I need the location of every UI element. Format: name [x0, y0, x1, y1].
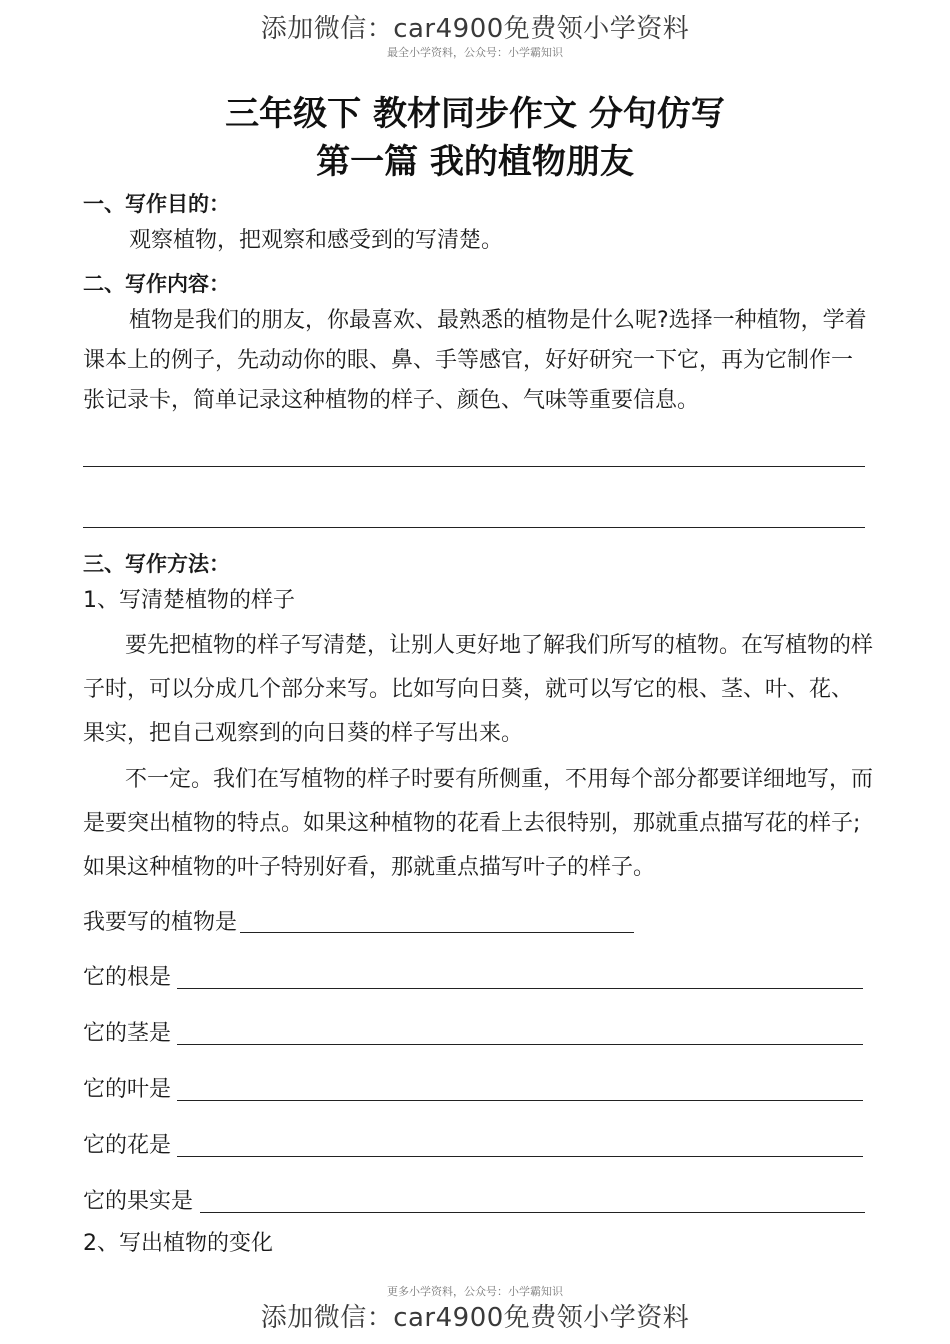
plant-label: 我要写的植物是: [83, 910, 238, 935]
method-1-paragraph-1: 要先把植物的样子写清楚，让别人更好地了解我们所写的植物。在写植物的样子时，可以分成几个部分来写。比如写向日葵，就可以写它的根、茎、叶、花、果实，把自己观察到的向日葵的样子写出来。: [83, 633, 874, 746]
fruit-blank[interactable]: [200, 1212, 865, 1213]
method-1-title: 1、写清楚植物的样子: [83, 588, 295, 613]
stem-blank[interactable]: [177, 1044, 863, 1045]
plant-blank[interactable]: [240, 932, 634, 933]
page-subtitle: 第一篇 我的植物朋友: [316, 142, 634, 182]
writing-line-2[interactable]: [83, 527, 865, 528]
footer-subtitle: 更多小学资料，公众号：小学霸知识: [387, 1285, 563, 1298]
fruit-label: 它的果实是: [83, 1189, 194, 1214]
header-subtitle: 最全小学资料，公众号：小学霸知识: [387, 46, 563, 59]
watermark-top: 添加微信：car4900免费领小学资料: [260, 14, 690, 44]
method-2-title: 2、写出植物的变化: [83, 1231, 273, 1256]
writing-line-1[interactable]: [83, 466, 865, 467]
page-title: 三年级下 教材同步作文 分句仿写: [225, 94, 725, 134]
method-1-paragraph-2: 不一定。我们在写植物的样子时要有所侧重，不用每个部分都要详细地写，而是要突出植物的特点。如果这种植物的花看上去很特别，那就重点描写花的样子;如果这种植物的叶子特别好看，那就重点描写叶子的样子。: [83, 767, 874, 880]
section-3-heading: 三、写作方法：: [83, 552, 230, 576]
section-1-heading: 一、写作目的：: [83, 192, 230, 216]
leaf-label: 它的叶是: [83, 1077, 172, 1102]
watermark-bottom: 添加微信：car4900免费领小学资料: [260, 1303, 690, 1333]
section-2-heading: 二、写作内容：: [83, 272, 230, 296]
root-label: 它的根是: [83, 965, 172, 990]
section-1-text: 观察植物，把观察和感受到的写清楚。: [129, 228, 504, 253]
flower-label: 它的花是: [83, 1133, 172, 1158]
leaf-blank[interactable]: [177, 1100, 863, 1101]
root-blank[interactable]: [177, 988, 863, 989]
section-2-text: 植物是我们的朋友，你最喜欢、最熟悉的植物是什么呢?选择一种植物，学着课本上的例子，先动动你的眼、鼻、手等感官，好好研究一下它，再为它制作一张记录卡，简单记录这种植物的样子、颜色、气味等重要信息。: [83, 308, 867, 413]
flower-blank[interactable]: [177, 1156, 863, 1157]
stem-label: 它的茎是: [83, 1021, 172, 1046]
